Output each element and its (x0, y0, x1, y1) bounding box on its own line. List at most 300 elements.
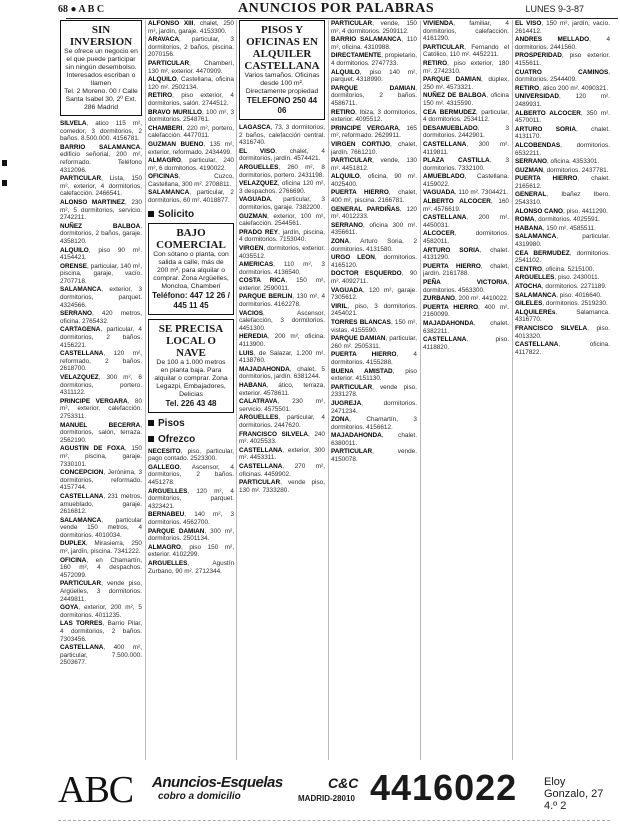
column-6 (515, 20, 610, 357)
ad-keyword: SILVELA (60, 120, 87, 127)
classified-ad: ALONSO CANO, piso. 4411290. (515, 207, 608, 215)
ad-text: dormitorios. 2271189. (545, 283, 607, 290)
ad-keyword: VELAZQUEZ (60, 374, 99, 381)
ad-text: Ibañez Ibero. 2543310. (515, 191, 610, 207)
classified-ad: ARAVACA, particular, 3 dormitorios, 2 baños, piscina. 2070156. (148, 36, 234, 59)
section-label: Solicito (158, 208, 195, 220)
ad-text: de Salazar, 1.200 m². 4138760. (239, 349, 325, 365)
ad-keyword: SALAMANCA (60, 286, 102, 294)
ad-keyword: PEÑA VICTORIA (423, 279, 508, 286)
ad-box-local-nave (148, 319, 234, 413)
margin-mark (2, 160, 7, 166)
classified-ad: CASTELLANA, 400 m², particular, 7.500.000. 2503677. (60, 644, 142, 667)
classified-ad: PARTICULAR, vende, 130 m². 4451812. (331, 157, 417, 172)
header-rule (66, 18, 618, 19)
ad-keyword: FRANCISCO SILVELA (239, 430, 309, 438)
classified-ad: TORRES BLANCAS, 150 m², vistas. 4155590. (331, 318, 417, 334)
ad-keyword: CASTELLANA (60, 644, 104, 652)
ad-box-phone: Teléfono: 447 12 26 / 445 11 45 (152, 290, 230, 310)
ad-keyword: ARGUELLES (239, 163, 279, 171)
ad-keyword: ROMA (515, 216, 535, 224)
ad-keyword: GOYA (60, 604, 79, 612)
ad-text: dormitorios, 2 baños, garaje. 4358120. (60, 230, 142, 245)
footer-banner (58, 767, 610, 812)
ad-text: dormitorios. 2471234. (331, 399, 417, 415)
ad-text: chalet, 5 dormitorios, jardín. 6381244. (239, 365, 325, 381)
ad-keyword: ALCOCER (423, 230, 455, 238)
ad-text: 80 m², exterior, calefacción. 2753311. (60, 397, 142, 420)
ad-text: piso 150 m², exterior. 4102299. (148, 543, 234, 559)
classified-ad: EL VISO, chalet, 4 dormitorios, jardín. 4574421. (239, 147, 325, 163)
classified-ad: BARRIO SALAMANCA, 110 m², oficina. 4310988. (331, 36, 417, 51)
ad-keyword: PARTICULAR (60, 175, 102, 183)
cobro-domicilio-label: cobro a domicilio (158, 791, 241, 802)
ad-text: Arturo Soria, 2 dormitorios. 4131580. (331, 238, 417, 253)
classified-ad: ALBERTO ALCOCER, 160 m². 4576619. (423, 198, 509, 213)
column-3 (239, 20, 325, 495)
footer-phone: 4416022 (370, 767, 518, 808)
address-line-2: 4.º 2 (544, 800, 567, 812)
section-heading (148, 417, 234, 430)
classified-ad: ALMAGRO, particular, 240 m², 6 dormitorios. 4190022. (148, 157, 234, 172)
ad-keyword: COSTA RICA (239, 277, 286, 285)
ad-keyword: OFICINAS (148, 173, 179, 181)
ad-keyword: BARRIO SALAMANCA (60, 143, 141, 151)
ad-box-contact: Tel. 2 Moreno. 00 / Calle Santa Isabel 30, 2º Ext. 286 Madrid (64, 88, 138, 111)
ad-keyword: LUIS (239, 349, 254, 357)
ad-keyword: BRAVO MURILLO (148, 108, 202, 116)
ad-keyword: VIRGEN CORTIJO (331, 140, 391, 148)
classified-ad: VIRGEN, dormitorios, exterior. 4035512. (239, 244, 325, 260)
ad-keyword: HABANA (515, 224, 543, 232)
classified-ad: LAS TORRES, Barrio Pilar, 4 dormitorios, 2 baños. 7303456. (60, 620, 142, 643)
ad-text: 400 m², particular, 7.500.000. 2503677. (60, 644, 142, 667)
classified-ad: ALQUILO, piso 90 m². 4154421. (60, 246, 142, 262)
classified-ad: DIRECTAMENTE, propietario, 4 dormitorios. 2747733. (331, 52, 417, 67)
ad-keyword: DESAMUEBLADO (423, 124, 478, 132)
ad-keyword: ALMAGRO (148, 543, 182, 551)
ad-text: particular, 3 dormitorios, garaje. 7382200. (239, 196, 325, 211)
classified-ad: ARGUELLES, 120 m², 4 dormitorios, parquet. 4323421. (148, 487, 234, 510)
madrid-postal: MADRID-28010 (298, 794, 355, 803)
classified-ad: CASTELLANA, piso. 4118820. (423, 336, 509, 351)
ad-keyword: ALONSO CANO (515, 207, 563, 215)
ad-text: edificio señorial, 200 m², reformado. Teléfono 4312096. (60, 151, 142, 174)
ad-text: 150 m², piscina, garaje. 7330101. (60, 445, 142, 468)
classified-list (148, 20, 234, 205)
classified-ad: ALONSO MARTINEZ, 230 m², 5 dormitorios, servicio. 2742211. (60, 198, 142, 222)
ad-text: 4 dormitorios. 4155288. (331, 351, 417, 366)
ad-keyword: OFICINA (60, 556, 87, 564)
ad-text: 150 m², exterior. 2590011. (239, 277, 325, 292)
ad-text: jardín, piscina, 4 dormitorios. 7153040. (239, 228, 325, 244)
ad-keyword: PARTICULAR (331, 157, 373, 165)
ad-text: vende piso. 2331278. (331, 383, 417, 399)
classified-ad: ANDRES MELLADO, 4 dormitorios. 2441560. (515, 36, 610, 51)
ad-keyword: SERRANO (515, 158, 547, 166)
classified-ad: CASTELLANA, 200 m². 4450031. (423, 214, 509, 229)
ad-keyword: CARTAGENA (60, 326, 101, 334)
ad-keyword: JUGREJA (331, 399, 362, 407)
ad-keyword: PARTICULAR (331, 20, 373, 27)
ad-keyword: PARQUE DAMIAN (331, 335, 386, 343)
classified-ad: BUENA AMISTAD, piso exterior. 4151130. (331, 367, 417, 383)
ad-text: piso exterior, 4 dormitorios, salón. 2744512. (148, 92, 234, 107)
ad-text: dúplex, 250 m². 4573321. (423, 76, 509, 91)
ad-text: vende, 150 m², 4 dormitorios. 2509112. (331, 20, 417, 35)
classified-ad: ALQUILO, oficina, 90 m². 4025400. (331, 173, 417, 188)
ad-text: 230 m², servicio. 4575501. (239, 398, 325, 413)
ad-keyword: VAGUADA (423, 189, 455, 197)
classified-ad: ALBERTO ALCOCER, 350 m². 4570011. (515, 109, 610, 125)
ad-keyword: ALCOBENDAS (515, 141, 561, 149)
ad-text: 160 m². 4576619. (423, 198, 509, 213)
column-4 (331, 20, 417, 465)
ad-text: dormitorios. 4582011. (423, 230, 509, 246)
ad-keyword: ZONA (331, 238, 350, 246)
classified-ad: HABANA, ático, terraza, exterior. 4578611. (239, 382, 325, 397)
classified-ad: CENTRO, oficina. 5215100. (515, 265, 595, 273)
classified-ad: NUÑEZ DE BALBOA, oficina 150 m². 4315590. (423, 92, 509, 107)
ad-keyword: MAJADAHONDA (331, 432, 382, 440)
ad-text: particular, 240 m², 6 dormitorios. 4190022. (148, 157, 234, 172)
ad-text: dormitorios. 2437781. (546, 166, 609, 174)
classified-ad: PARQUE DAMIAN, particular, 260 m². 2505311. (331, 335, 417, 350)
ad-text: 3 dormitorios. 7332100. (423, 157, 509, 172)
classified-ad: AGUSTIN DE FOXA, 150 m², piscina, garaje. 7330101. (60, 445, 142, 468)
ad-text: 300 m², dormitorios. 2501134. (148, 527, 234, 543)
ad-text: exterior, 3 dormitorios, parquet. 4324566. (60, 286, 142, 309)
classified-ad: CARTAGENA, particular, 4 dormitorios, 2 baños. 4156221. (60, 326, 142, 349)
ad-keyword: PRADO REY (239, 228, 279, 236)
ad-keyword: ALBERTO ALCOCER (515, 109, 581, 117)
column-2 (148, 20, 234, 576)
classified-ad: PARQUE DAMIAN, dormitorios, 2 baños. 4586711. (331, 84, 417, 107)
classified-ad: ROMA, dormitorios. 4025591. (515, 216, 600, 224)
classified-ad: RETIRO, ático 200 m². 4090321. (515, 84, 609, 92)
ad-text: 420 metros, oficina. 2765432. (60, 310, 142, 325)
ad-text: exterior, 200 m², 5 dormitorios. 4011235. (60, 604, 142, 619)
ad-keyword: DOCTOR ESQUERDO (331, 270, 402, 278)
ad-text: piso exterior. 4151130. (331, 367, 417, 383)
ad-keyword: SALAMANCA (148, 189, 190, 197)
classified-ad: SALAMANCA, particular. 4319980. (515, 233, 610, 249)
ad-text: 130 m², 4 dormitorios. 4162278. (239, 293, 325, 309)
ad-text: chalet, 4 dormitorios, jardín. 4574421. (239, 147, 325, 163)
classified-ad: ALCOCER, dormitorios. 4582011. (423, 230, 509, 246)
ad-text: 110 m², oficina. 4310988. (331, 36, 417, 51)
classified-ad: PROSPERIDAD, piso exterior. 4155611. (515, 52, 610, 67)
ad-text: dormitorios, 2 baños. 4586711. (331, 92, 417, 107)
ad-keyword: PRINCIPE VERGARA (331, 124, 399, 132)
ad-text: chalet, jardín. 7661210. (331, 140, 417, 156)
ad-keyword: PUERTA HIERRO (515, 175, 578, 183)
classified-ad: BRAVO MURILLO, 100 m², 3 dormitorios. 2548761. (148, 108, 234, 124)
classified-ad: UNIVERSIDAD, 120 m². 2489931. (515, 93, 610, 108)
bullet-icon (148, 420, 154, 426)
classified-ad: AMERICAS, 110 m², 3 dormitorios. 4136540. (239, 261, 325, 276)
ad-text: 150 m², vistas. 4155590. (331, 318, 417, 334)
ad-text: Ascensor, calefacción, 3 dormitorios. 4451300. (239, 309, 325, 332)
ad-text: Chamberí, 130 m², exterior. 4470909. (148, 59, 234, 75)
classified-ad: NECESITO, piso, particular, pago contado. 2523300. (148, 447, 234, 463)
cc-label: C&C (328, 775, 359, 791)
column-divider (512, 20, 513, 760)
ad-keyword: ARAVACA (148, 36, 180, 44)
classified-ad: CASTELLANA, 270 m², oficinas. 4459902. (239, 462, 325, 478)
ad-keyword: LAS TORRES (60, 620, 103, 628)
ad-keyword: DIRECTAMENTE (331, 52, 382, 60)
ad-text: 120 m². 2489931. (515, 93, 610, 108)
page-header (8, 2, 612, 16)
ad-text: particular, 4 dormitorios. 2534112. (423, 108, 509, 124)
ad-box-sin-inversion (60, 20, 142, 116)
classified-ad: SERRANO, oficina 300 m². 4356611. (331, 221, 417, 237)
ad-text: Cuzco, Castellana, 300 m². 2708811. (148, 173, 234, 188)
ad-text: propietario, 4 dormitorios. 2747733. (331, 52, 417, 67)
classified-ad: VIRGEN CORTIJO, chalet, jardín. 7661210. (331, 140, 417, 156)
ad-keyword: ANDRES MELLADO (515, 36, 590, 44)
ad-text: 231 metros, amueblado, garaje. 2616812. (60, 492, 142, 516)
ad-keyword: ZURBANO (423, 295, 455, 303)
ad-text: 240 m². 4025533. (239, 430, 325, 446)
ad-text: particular vende 150 metros, 4 dormitorios. 4010034. (60, 516, 142, 539)
ad-box-text: Varios tamaños. Oficinas desde 100 m². Directamente propiedad (244, 72, 320, 95)
ad-keyword: RETIRO (331, 108, 356, 116)
ad-keyword: VAGUADA (331, 286, 363, 294)
ad-keyword: VIVIENDA (423, 20, 454, 27)
ad-text: chalet. 6382211. (423, 319, 509, 335)
classified-ad: CASTELLANA, exterior, 300 m². 4453311. (239, 446, 325, 462)
classified-ad: VAGUADA, 120 m², garaje. 7305612. (331, 286, 417, 302)
ad-text: Jerónima, 3 dormitorios, reformado. 4157744. (60, 469, 142, 492)
ad-keyword: CHAMBERI (148, 124, 183, 132)
ad-box-bajo-comercial (148, 223, 234, 315)
ad-text: dormitorios. 4165120. (331, 254, 417, 269)
ad-text: 165 m², reformado. 2629911. (331, 124, 417, 140)
classified-ad: FRANCISCO SILVELA, 240 m². 4025533. (239, 430, 325, 446)
classified-ad: ALCOBENDAS, dormitorios. 6532211. (515, 141, 610, 157)
ad-keyword: SERRANO (331, 221, 363, 229)
section-heading (148, 208, 234, 221)
footer-address (544, 776, 610, 812)
ad-text: 350 m². 4570011. (515, 109, 610, 125)
classified-ad: ALQUILO, Castellana, oficina 120 m². 2502134. (148, 76, 234, 91)
section-heading (148, 433, 234, 446)
ad-keyword: PARTICULAR (331, 448, 373, 456)
ad-text: 90 m². 4092711. (331, 270, 417, 285)
classified-ad: BARRIO SALAMANCA, edificio señorial, 200 m², reformado. Teléfono 4312096. (60, 143, 142, 174)
classified-ad: CASTELLANA, 231 metros, amueblado, garaje. 2616812. (60, 492, 142, 516)
ad-keyword: PUERTA HIERRO (423, 262, 481, 270)
ad-keyword: CASTELLANA (423, 214, 467, 222)
ad-text: Castellana, oficina 120 m². 2502134. (148, 76, 234, 91)
ad-text: 140 m², 3 dormitorios. 4562700. (148, 511, 234, 526)
classified-ad: VELAZQUEZ, 300 m², 6 dormitorios, portero. 4311122. (60, 374, 142, 397)
ad-keyword: GILELES (515, 300, 543, 308)
ad-text: 120 m², garaje. 7305612. (331, 286, 417, 302)
classified-ad: PUERTA HIERRO, 4 dormitorios. 4155288. (331, 351, 417, 366)
ad-text: chalet. 4131170. (515, 125, 610, 141)
classified-ad: RETIRO, piso exterior, 4 dormitorios, salón. 2744512. (148, 92, 234, 107)
classified-ad: SERRANO, 420 metros, oficina. 2765432. (60, 310, 142, 325)
ad-keyword: SALAMANCA (60, 516, 102, 524)
ad-text: 73, 3 dormitorios, 2 baños, calefacción central. 4316740. (239, 124, 325, 147)
ad-text: atico 115 m², comedor, 3 dormitorios, 2 baños. 8.500.000. 4156781. (60, 120, 142, 143)
ad-text: chalet. 2165612. (515, 175, 610, 190)
ad-keyword: ARGUELLES (239, 414, 279, 422)
column-divider (236, 20, 237, 760)
bullet-icon (148, 436, 154, 442)
ad-keyword: SALAMANCA (515, 291, 557, 299)
ad-text: 150 m². 4585511. (546, 224, 596, 232)
ad-text: Ibiza, 3 dormitorios, exterior. 4095512. (331, 108, 417, 124)
ad-text: piso, 3 dormitorios. 2454021. (331, 302, 417, 318)
ad-text: oficina. 5215100. (545, 265, 595, 273)
ad-text: ático, terraza, exterior. 4578611. (239, 382, 325, 397)
classified-ad: DESAMUEBLADO, 3 dormitorios. 2442901. (423, 124, 509, 140)
classified-ad: DUPLEX, Mirasierra, 250 m², jardín, piscina. 7341222. (60, 540, 142, 556)
ad-keyword: AMUEBLADO (423, 173, 465, 181)
classified-list (331, 20, 417, 464)
classified-ad: PARTICULAR, Fernando el Católico, 110 m². 4452211. (423, 43, 509, 59)
classified-ad: JUGREJA, dormitorios. 2471234. (331, 399, 417, 415)
classified-ad: ARGUELLES, particular, 4 dormitorios. 2447620. (239, 414, 325, 429)
ad-text: particular, 140 m², piscina, garaje, vacío. 2707718. (60, 262, 142, 285)
classified-ad: NUÑEZ BALBOA, dormitorios, 2 baños, garaje. 4358120. (60, 222, 142, 245)
ad-text: dormitorios. 4563300. (423, 286, 485, 294)
ad-keyword: PARQUE DAMIAN (148, 527, 205, 535)
ad-box-text: Se ofrece un negocio en el que puede participar sin ningún desembolso. Interesados escriban o llamen (64, 48, 138, 87)
classified-ad: ZURBANO, 200 m². 4410022. (423, 295, 509, 303)
ad-text: Barrio Pilar, 4 dormitorios, 2 baños. 7303456. (60, 620, 142, 643)
ad-keyword: SERRANO (60, 310, 92, 318)
classified-ad: GILELES, dormitorios. 2519230. (515, 300, 608, 308)
ad-text: 120 m², reformado, 2 baños. 2618700. (60, 350, 142, 373)
classified-ad: GOYA, exterior, 200 m², 5 dormitorios. 4011235. (60, 604, 142, 619)
ad-keyword: ARGUELLES (148, 559, 188, 567)
ad-box-phone: TELEFONO 250 44 06 (246, 96, 318, 115)
classified-ad: CASTELLANA, 120 m², reformado, 2 baños. 2618700. (60, 350, 142, 373)
page-number-section: 68 ● A B C (58, 4, 105, 15)
classified-ad: PARTICULAR, vende piso, Argüelles, 3 dormitorios. 2449811. (60, 580, 142, 603)
ad-text: 120 m². 4012233. (331, 205, 417, 221)
ad-keyword: CASTELLANA (60, 492, 104, 500)
classified-ad: EL VISO, 150 m², jardín, vacío. 2614412. (515, 20, 610, 35)
classified-ad: ARTURO SORIA, chalet. 4131170. (515, 125, 610, 141)
ad-text: Fernando el Católico, 110 m². 4452211. (423, 43, 509, 59)
ad-keyword: PARTICULAR (60, 580, 102, 588)
ad-text: dormitorios, salón, terraza. 2562190. (60, 429, 142, 444)
classified-ad: PRINCIPE VERGARA, 80 m², exterior, calefacción. 2753311. (60, 397, 142, 420)
ad-keyword: ARGUELLES (515, 274, 555, 282)
section-title: ANUNCIOS POR PALABRAS (238, 1, 435, 16)
ad-text: 220 m², portero, calefacción. 4477011. (148, 124, 234, 140)
classified-ad: PARQUE BERLIN, 130 m², 4 dormitorios. 4162278. (239, 293, 325, 309)
ad-keyword: CUATRO CAMINOS (515, 68, 609, 76)
classified-ad: OFICINAS, Cuzco, Castellana, 300 m². 2708811. (148, 173, 234, 188)
classified-ad: ARGUELLES, 260 m², 8 dormitorios, portero. 2431198. (239, 163, 325, 179)
classified-ad: ZONA, Chamartín, 3 dormitorios. 4156612. (331, 416, 417, 431)
ad-keyword: ALQUILO (331, 68, 360, 76)
ad-keyword: HEREDIA (239, 333, 268, 341)
ad-keyword: PARQUE DAMIAN (331, 84, 416, 92)
classified-ad: HABANA, 150 m². 4585511. (515, 224, 596, 232)
ad-keyword: PLAZA CASTILLA (423, 157, 490, 165)
ad-text: familiar, 4 dormitorios, calefacción. 4161290. (423, 20, 509, 43)
ad-keyword: CONCEPCION (60, 469, 104, 477)
ad-text: oficina 120 m², 3 despachos. 2766690. (239, 180, 325, 195)
classified-ad: CASTELLANA, 300 m². 4119811. (423, 140, 509, 156)
ad-box-phone: Tel. 226 43 48 (165, 398, 217, 408)
classified-list (60, 120, 142, 667)
classified-ad: PRADO REY, jardín, piscina, 4 dormitorios. 7153040. (239, 228, 325, 244)
classified-ad: PEÑA VICTORIA, dormitorios. 4563300. (423, 279, 509, 294)
ad-keyword: ORENSE (60, 262, 87, 270)
ad-keyword: GUZMAN BUENO (148, 140, 204, 148)
ad-keyword: EL VISO (239, 147, 276, 155)
classified-ad: MAJADAHONDA, chalet, 5 dormitorios, jardín. 6381244. (239, 365, 325, 381)
classified-list (239, 124, 325, 494)
classified-ad: OFICINA, en Chamartín, 160 m², 4 despachos. 4572099. (60, 556, 142, 579)
ad-text: Chamartín, 3 dormitorios. 4156612. (331, 416, 417, 431)
classified-ad: PLAZA CASTILLA, 3 dormitorios. 7332100. (423, 157, 509, 172)
ad-text: chalet, 400 m², piscina. 2166781. (331, 189, 417, 205)
section-label: Ofrezco (158, 433, 196, 445)
classified-ad: VIRIL, piso, 3 dormitorios. 2454021. (331, 302, 417, 318)
classified-ad: GUZMAN, exterior, 100 m², calefacción. 2544561. (239, 212, 325, 228)
ad-keyword: RETIRO (515, 84, 540, 92)
ad-text: chalet. 4131290. (423, 246, 509, 262)
classified-ad: HEREDIA, 200 m², oficina. 4113900. (239, 333, 325, 349)
ad-text: vende, 130 m². 4451812. (331, 157, 417, 172)
classified-ad: SERRANO, oficina. 4353301. (515, 158, 600, 166)
ad-text: 400 m². 2160099. (423, 303, 509, 319)
ad-keyword: BERNABEU (148, 511, 185, 519)
ad-keyword: ARTURO SORIA (515, 125, 576, 133)
ad-keyword: CASTELLANA (60, 350, 104, 358)
ad-keyword: RETIRO (148, 92, 173, 100)
column-divider (145, 20, 146, 760)
ad-keyword: NECESITO (148, 447, 181, 455)
ad-keyword: ARTURO SORIA (423, 246, 480, 254)
classified-ad: ARTURO SORIA, chalet. 4131290. (423, 246, 509, 262)
ad-box-text: Con sótano o planta, con salida a calle, más de 200 m², para alquilar o comprar. Zona Argüelles, Moncloa, Chamberí (153, 250, 229, 290)
ad-keyword: MAJADAHONDA (239, 365, 290, 373)
ad-keyword: DUPLEX (60, 540, 86, 548)
ad-text: piso, particular, pago contado. 2523300. (148, 447, 234, 463)
ad-text: piso exterior. 4155611. (515, 52, 610, 67)
ad-text: 100 m², 3 dormitorios. 2548761. (148, 108, 234, 124)
ad-keyword: CENTRO (515, 265, 542, 273)
classified-ad: RETIRO, piso exterior, 180 m². 2742310. (423, 59, 509, 75)
ad-keyword: ATOCHA (515, 283, 542, 290)
classified-ad: PARTICULAR, Lista, 150 m², exterior, 4 dormitorios, calefacción. 2466541. (60, 175, 142, 198)
ad-keyword: ZONA (331, 416, 350, 424)
classified-ad: AMUEBLADO, Castellana. 4159022. (423, 173, 509, 188)
ad-keyword: CASTELLANA (423, 140, 467, 148)
ad-keyword: ALQUILO (148, 76, 177, 84)
ad-keyword: MANUEL BECERRA (60, 421, 141, 429)
ad-text: 135 m², exterior, reformado. 2434499. (148, 140, 234, 156)
classified-ad: PARTICULAR, vende, 150 m², 4 dormitorios. 2509112. (331, 20, 417, 35)
ad-keyword: PRINCIPE VERGARA (60, 397, 128, 405)
ad-text: piso. 2430011. (557, 274, 600, 282)
classified-ad: CONCEPCION, Jerónima, 3 dormitorios, reformado. 4157744. (60, 469, 142, 492)
classified-ad: CEA BERMUDEZ, dormitorios. 2541102. (515, 249, 610, 265)
ad-text: piso. 4016640. (559, 291, 602, 299)
classified-ad: ALFONSO XIII, chalet, 250 m², jardín, garaje. 4153300. (148, 20, 234, 35)
